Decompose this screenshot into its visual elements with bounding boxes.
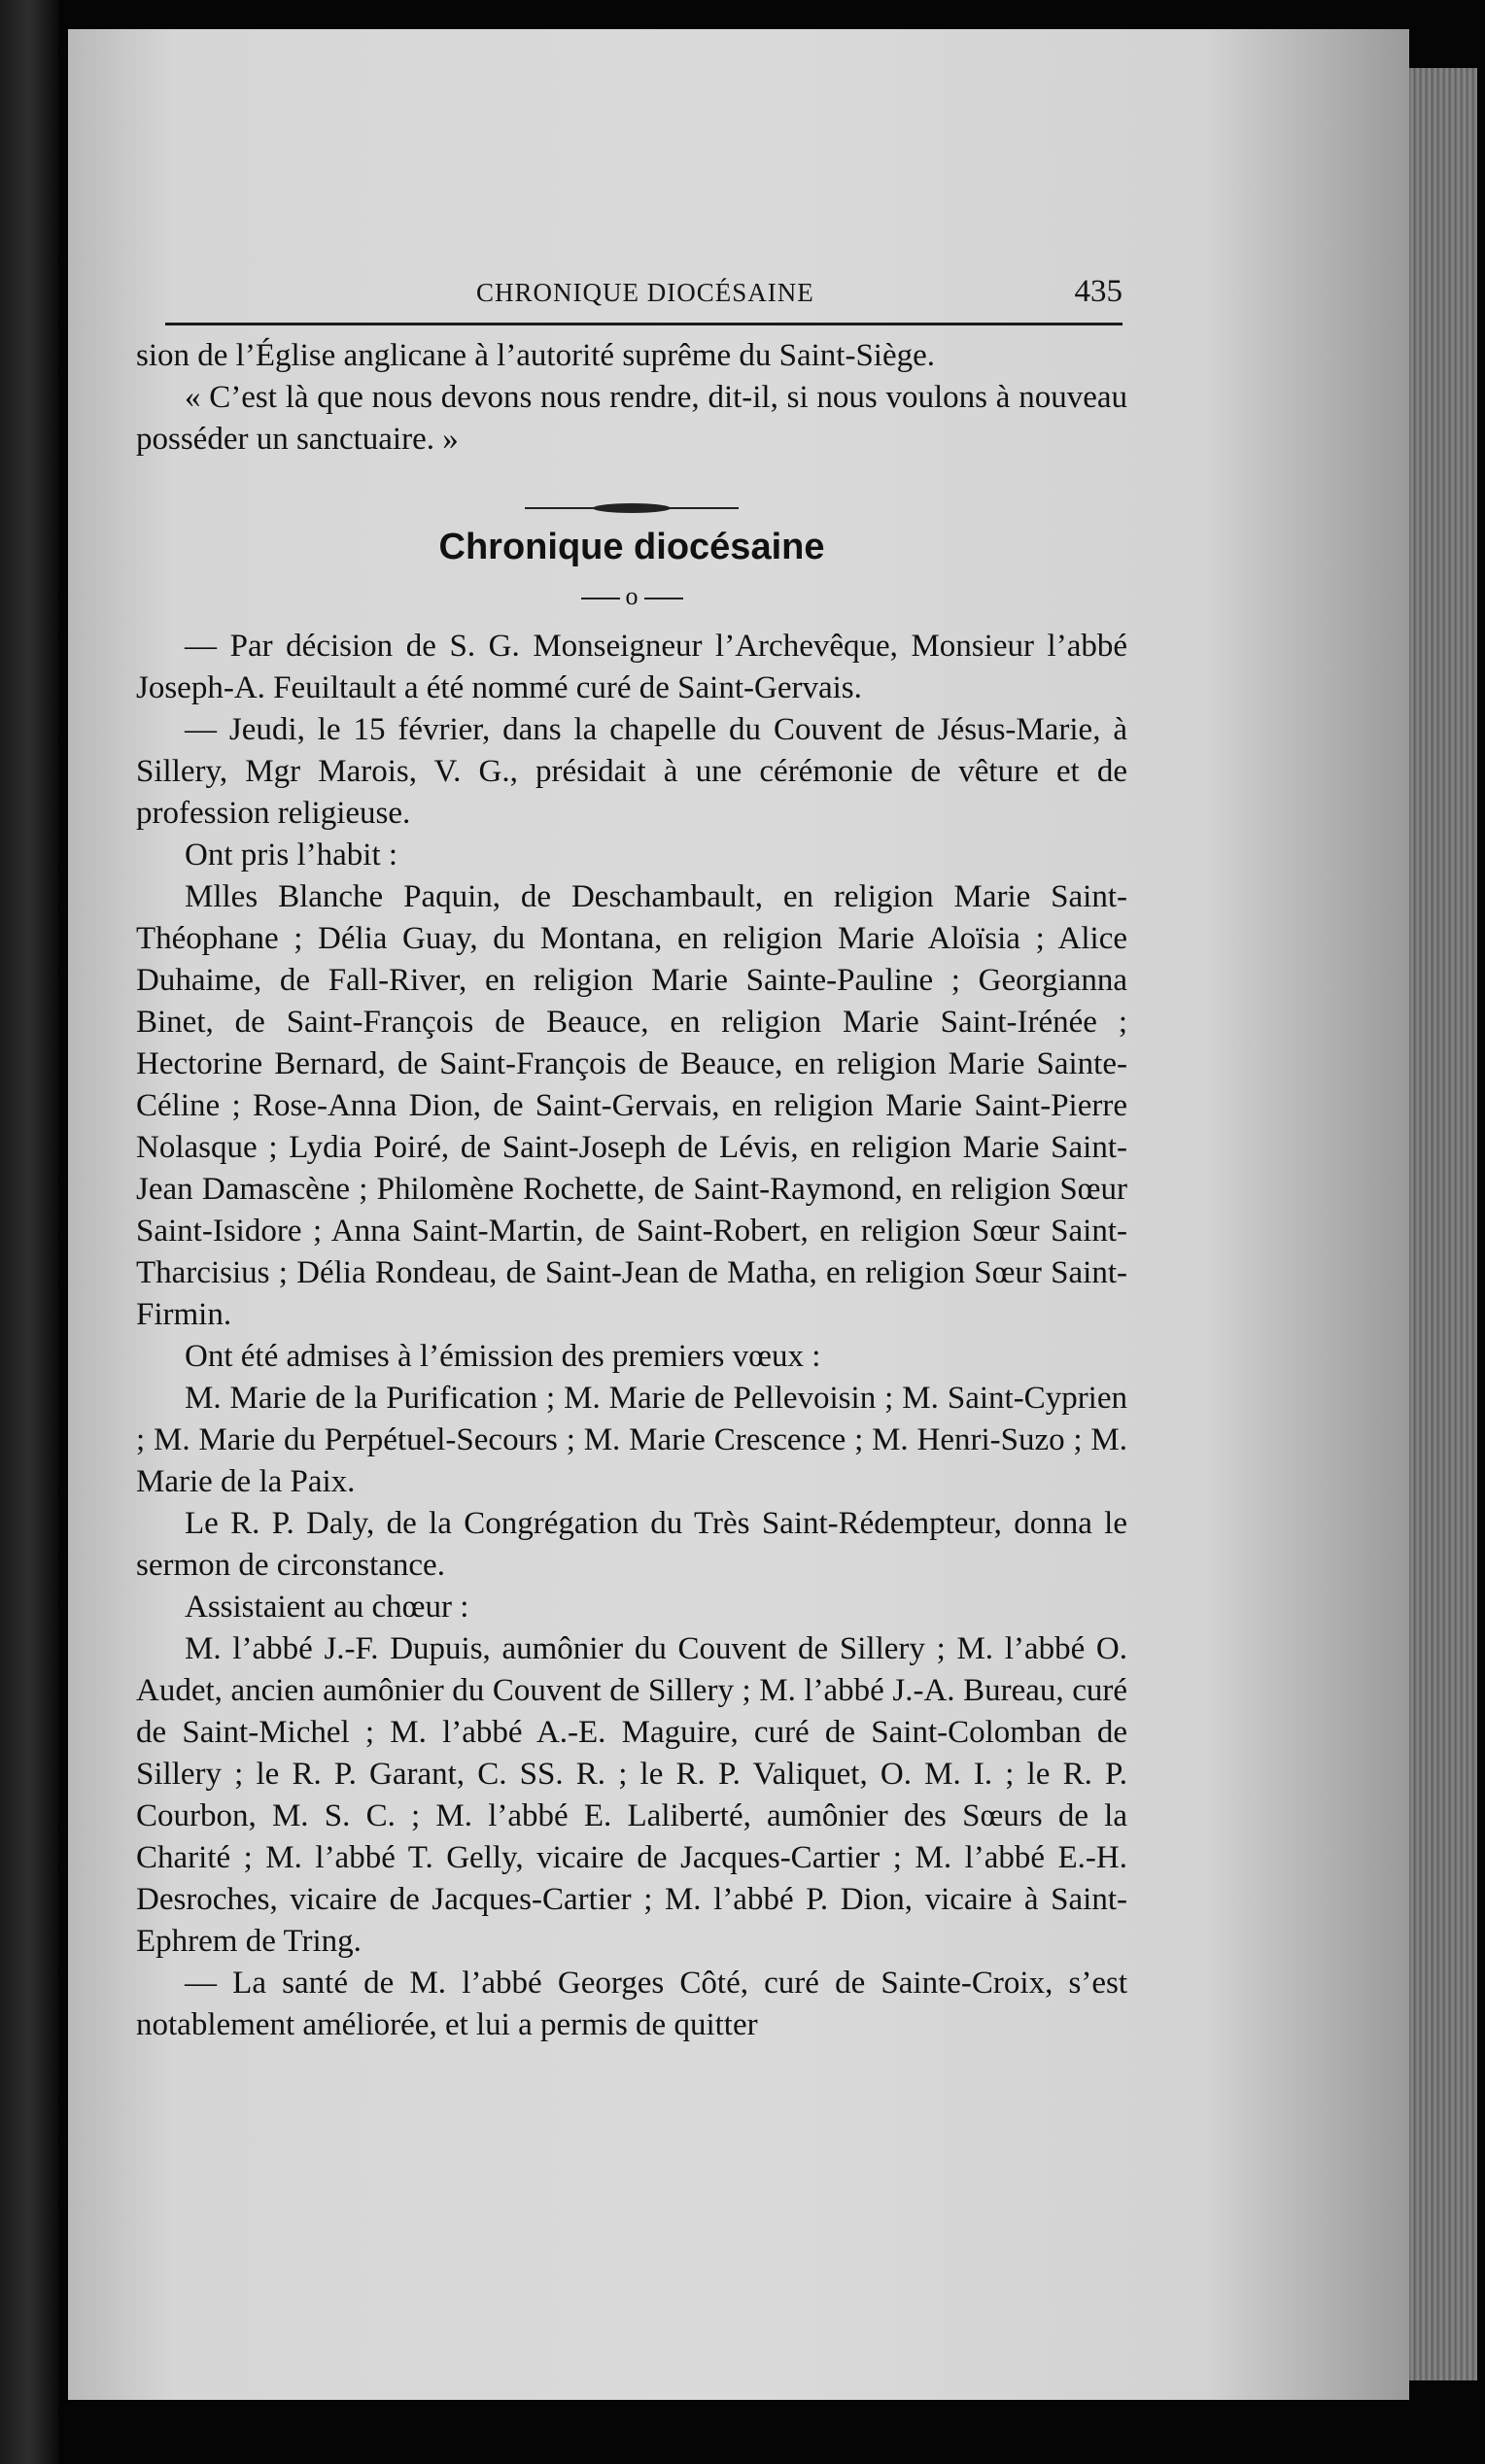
paragraph-habit-heading: Ont pris l’habit : (185, 838, 398, 873)
paragraph-nomination: — Par décision de S. G. Monseigneur l’Archevêque, Monsieur l’abbé Joseph-A. Feuiltault a été nommé curé de Saint-Gervais. (136, 629, 1127, 705)
paragraph-sermon: Le R. P. Daly, de la Congrégation du Très Saint-Rédempteur, donna le sermon de circonstance. (136, 1506, 1127, 1583)
small-divider (136, 577, 1127, 616)
paragraph-habit-list: Mlles Blanche Paquin, de Deschambault, en religion Marie Saint-Théophane ; Délia Guay, du Montana, en religion Marie Aloïsia ; Alice Duhaime, de Fall-River, en religion Marie Sainte-Pauline ; Georgianna Binet, de Saint-François de Beauce, en religion Marie Saint-Irénée ; Hectorine Bernard, de Saint-François de Beauce, en religion Marie Sainte-Céline ; Rose-Anna Dion, de Saint-Gervais, en religion Marie Saint-Pierre Nolasque ; Lydia Poiré, de Saint-Joseph de Lévis, en religion Marie Saint-Jean Damascène ; Philomène Rochette, de Saint-Raymond, en religion Sœur Saint-Isidore ; Anna Saint-Martin, de Saint-Robert, en religion Sœur Saint-Tharcisius ; Délia Rondeau, de Saint-Jean de Matha, en religion Sœur Saint-Firmin. (136, 879, 1127, 1332)
page-text (136, 335, 1127, 2046)
running-header (165, 268, 1122, 317)
paragraph-health: — La santé de M. l’abbé Georges Côté, curé de Sainte-Croix, s’est notablement améliorée, et lui a permis de quitter (136, 1966, 1127, 2042)
paragraph-ceremony: — Jeudi, le 15 février, dans la chapelle du Couvent de Jésus-Marie, à Sillery, Mgr Marois, V. G., présidait à une cérémonie de vêture et de profession religieuse. (136, 712, 1127, 831)
paragraph-vows-list: M. Marie de la Purification ; M. Marie de Pellevoisin ; M. Saint-Cyprien ; M. Marie du Perpétuel-Secours ; M. Marie Crescence ; M. Henri-Suzo ; M. Marie de la Paix. (136, 1381, 1127, 1499)
paragraph-choir-list: M. l’abbé J.-F. Dupuis, aumônier du Couvent de Sillery ; M. l’abbé O. Audet, ancien aumônier du Couvent de Sillery ; M. l’abbé J.-A. Bureau, curé de Saint-Michel ; M. l’abbé A.-E. Maguire, curé de Saint-Colomban de Sillery ; le R. P. Garant, C. SS. R. ; le R. P. Valiquet, O. M. I. ; le R. P. Courbon, M. S. C. ; M. l’abbé E. Laliberté, aumônier des Sœurs de la Charité ; M. l’abbé T. Gelly, vicaire de Jacques-Cartier ; M. l’abbé E.-H. Desroches, vicaire de Jacques-Cartier ; M. l’abbé P. Dion, vicaire à Saint-Ephrem de Tring. (136, 1631, 1127, 1959)
section-title: Chronique diocésaine (438, 527, 825, 567)
book-gutter (0, 0, 58, 2464)
ornament-bar (525, 507, 739, 509)
header-rule (165, 323, 1122, 325)
paragraph-choir-heading: Assistaient au chœur : (185, 1590, 469, 1625)
paragraph-quote: « C’est là que nous devons nous rendre, dit-il, si nous voulons à nouveau posséder un sanctuaire. » (136, 380, 1127, 457)
page-number: 435 (1074, 274, 1122, 309)
page-edges (1409, 68, 1477, 2380)
divider-mark: o (625, 582, 639, 610)
paragraph-continuation: sion de l’Église anglicane à l’autorité suprême du Saint-Siège. (136, 338, 936, 373)
running-title: CHRONIQUE DIOCÉSAINE (476, 278, 814, 307)
paragraph-vows-heading: Ont été admises à l’émission des premiers vœux : (185, 1339, 821, 1374)
ornament-divider (136, 486, 1127, 505)
